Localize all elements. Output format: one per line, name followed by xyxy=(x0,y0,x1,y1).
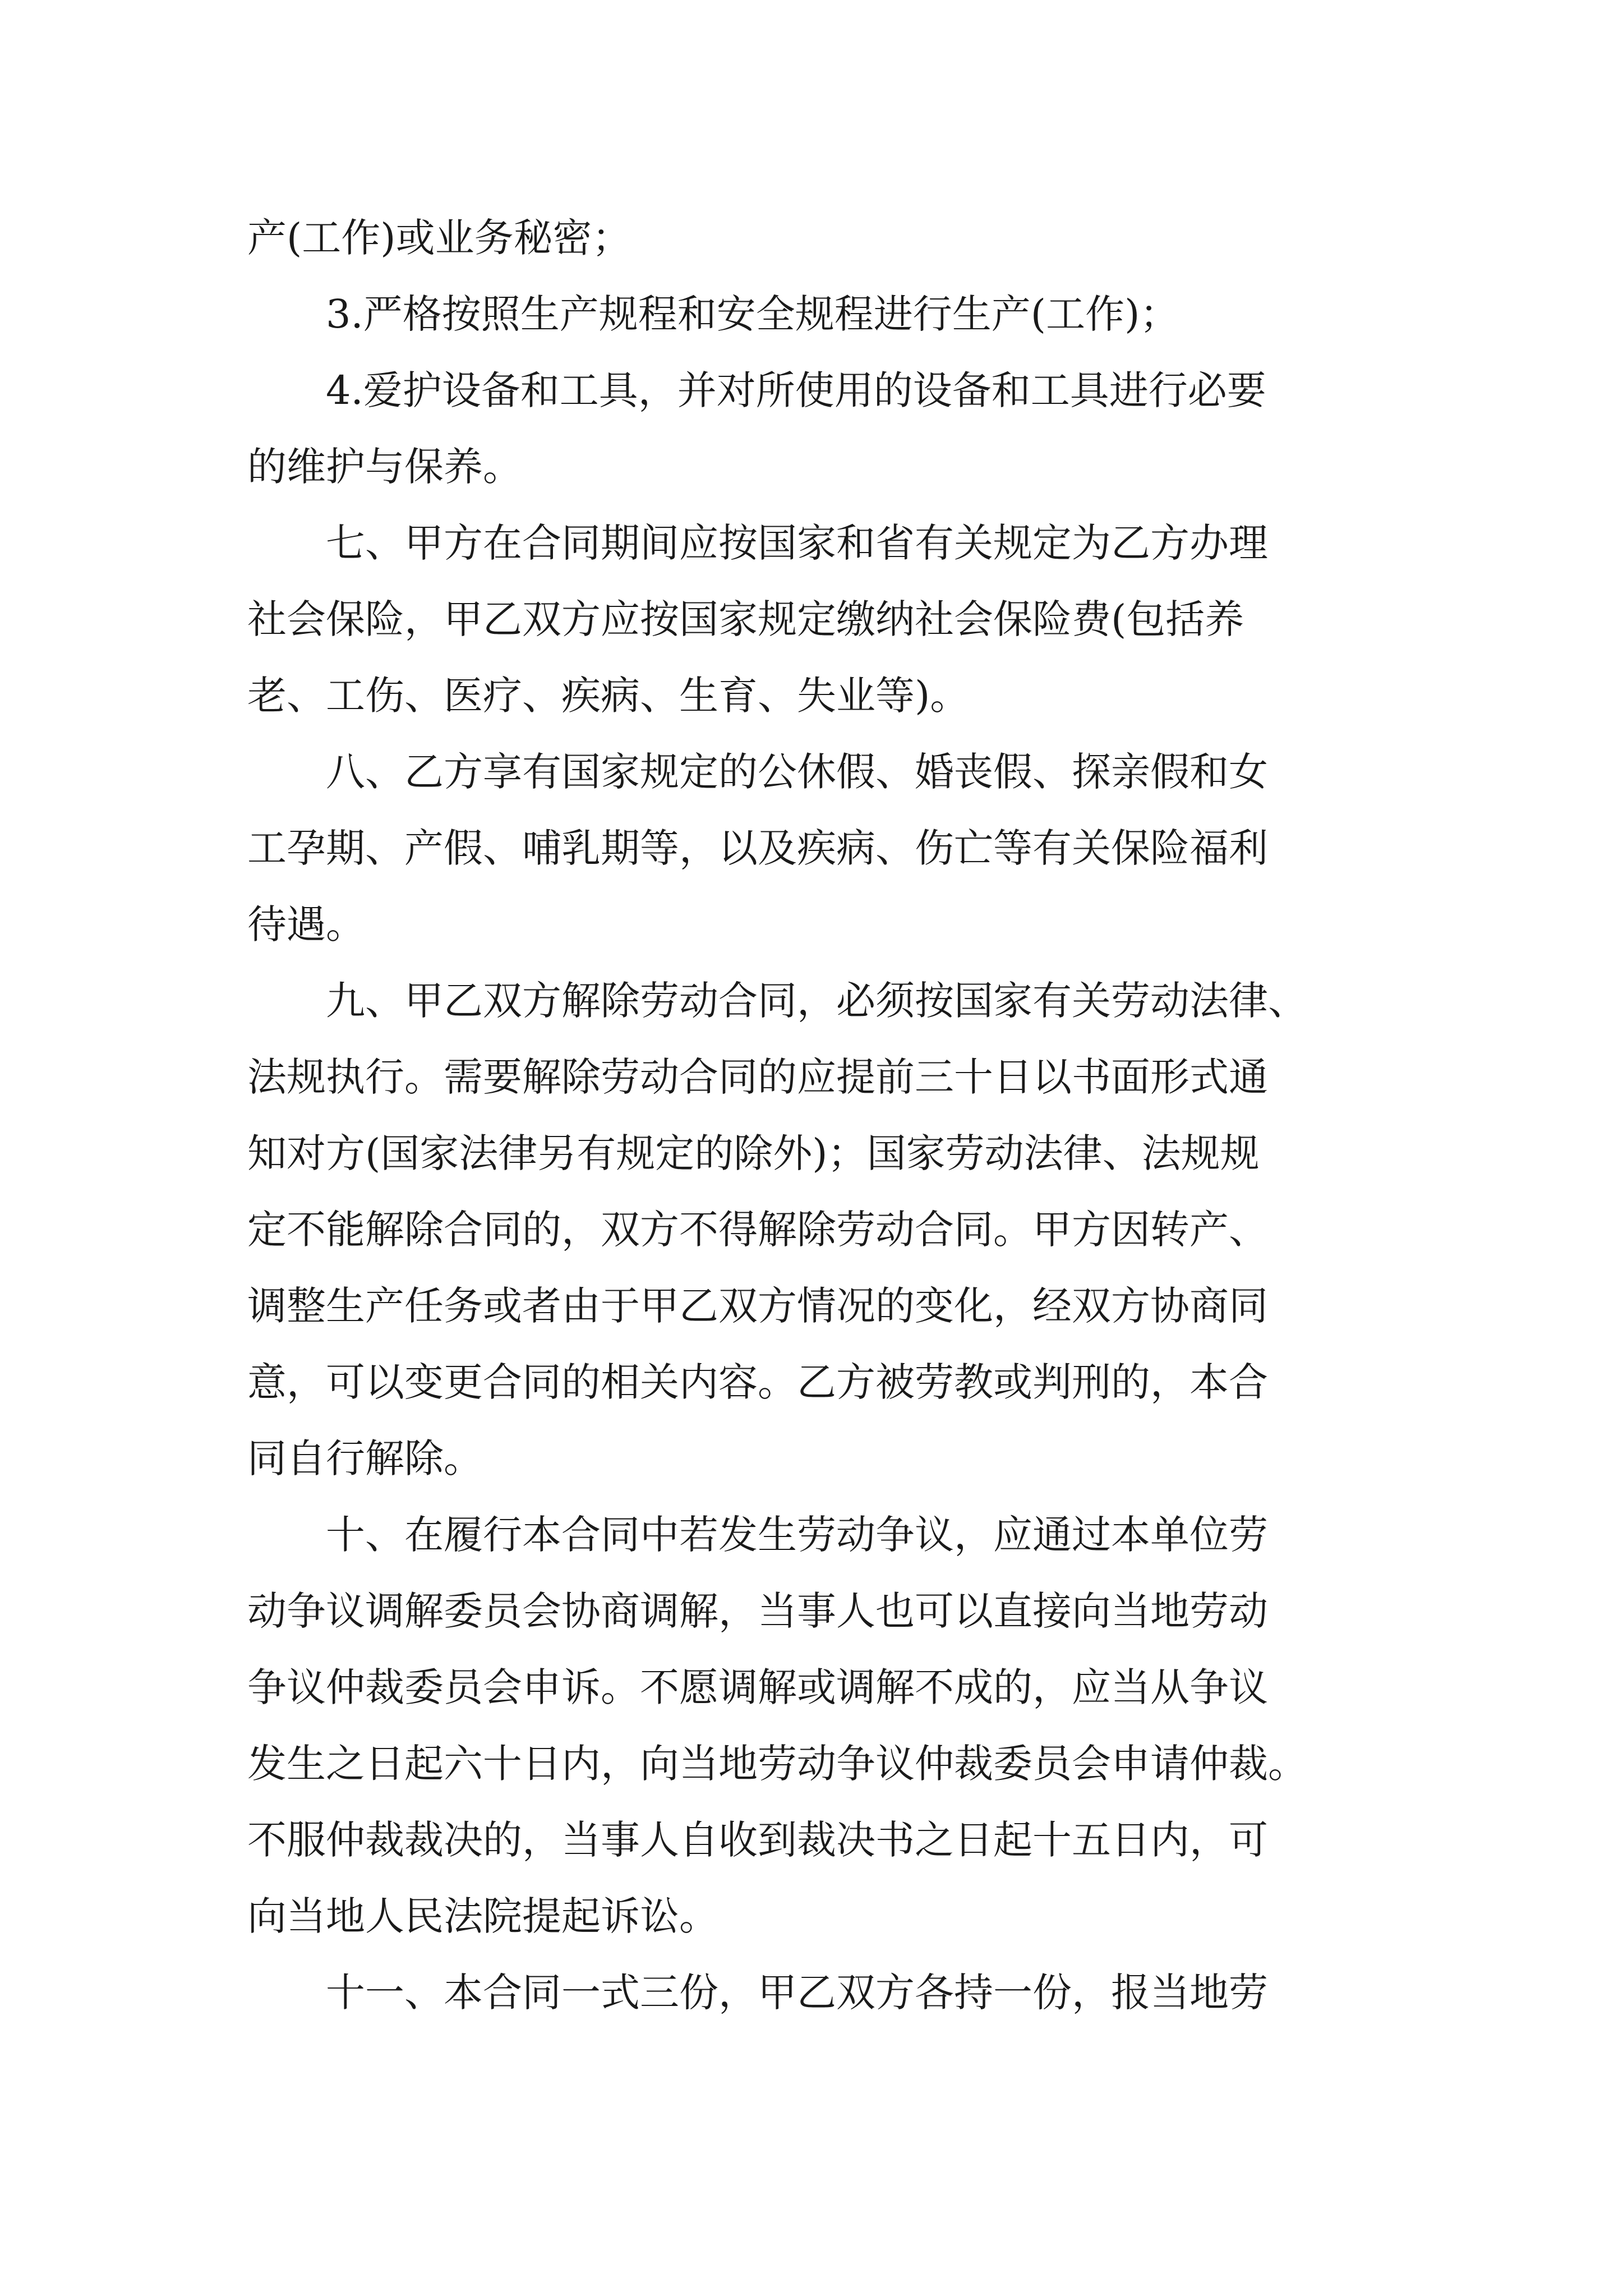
body-line: 向当地人民法院提起诉讼。 xyxy=(247,1893,718,1939)
body-line: 七、甲方在合同期间应按国家和省有关规定为乙方办理 xyxy=(247,520,1268,566)
body-line: 待遇。 xyxy=(247,901,365,947)
body-line: 同自行解除。 xyxy=(247,1435,483,1481)
body-line: 定不能解除合同的，双方不得解除劳动合同。甲方因转产、 xyxy=(247,1207,1268,1253)
body-line: 发生之日起六十日内，向当地劳动争议仲裁委员会申请仲裁。 xyxy=(247,1741,1307,1787)
body-line: 调整生产任务或者由于甲乙双方情况的变化，经双方协商同 xyxy=(247,1283,1268,1329)
body-line: 八、乙方享有国家规定的公休假、婚丧假、探亲假和女 xyxy=(247,749,1268,795)
body-line: 十、在履行本合同中若发生劳动争议，应通过本单位劳 xyxy=(247,1512,1268,1558)
body-line: 动争议调解委员会协商调解，当事人也可以直接向当地劳动 xyxy=(247,1588,1268,1634)
body-line: 九、甲乙双方解除劳动合同，必须按国家有关劳动法律、 xyxy=(247,978,1307,1024)
body-line: 产(工作)或业务秘密； xyxy=(247,215,631,261)
body-line: 3.严格按照生产规程和安全规程进行生产(工作)； xyxy=(247,291,1179,337)
body-line: 法规执行。需要解除劳动合同的应提前三十日以书面形式通 xyxy=(247,1054,1268,1100)
contract-body xyxy=(247,200,1380,2031)
body-line: 知对方(国家法律另有规定的除外)；国家劳动法律、法规规 xyxy=(247,1130,1260,1176)
body-line: 不服仲裁裁决的，当事人自收到裁决书之日起十五日内，可 xyxy=(247,1817,1268,1863)
body-line: 工孕期、产假、哺乳期等，以及疾病、伤亡等有关保险福利 xyxy=(247,825,1268,871)
body-line: 社会保险，甲乙双方应按国家规定缴纳社会保险费(包括养 xyxy=(247,596,1244,642)
body-line: 的维护与保养。 xyxy=(247,444,522,490)
body-line: 意，可以变更合同的相关内容。乙方被劳教或判刑的，本合 xyxy=(247,1359,1268,1405)
body-line: 老、工伤、医疗、疾病、生育、失业等)。 xyxy=(247,673,970,719)
body-line: 争议仲裁委员会申诉。不愿调解或调解不成的，应当从争议 xyxy=(247,1664,1268,1710)
body-line: 十一、本合同一式三份，甲乙双方各持一份，报当地劳 xyxy=(247,1970,1268,2016)
body-line: 4.爱护设备和工具，并对所使用的设备和工具进行必要 xyxy=(247,367,1266,413)
